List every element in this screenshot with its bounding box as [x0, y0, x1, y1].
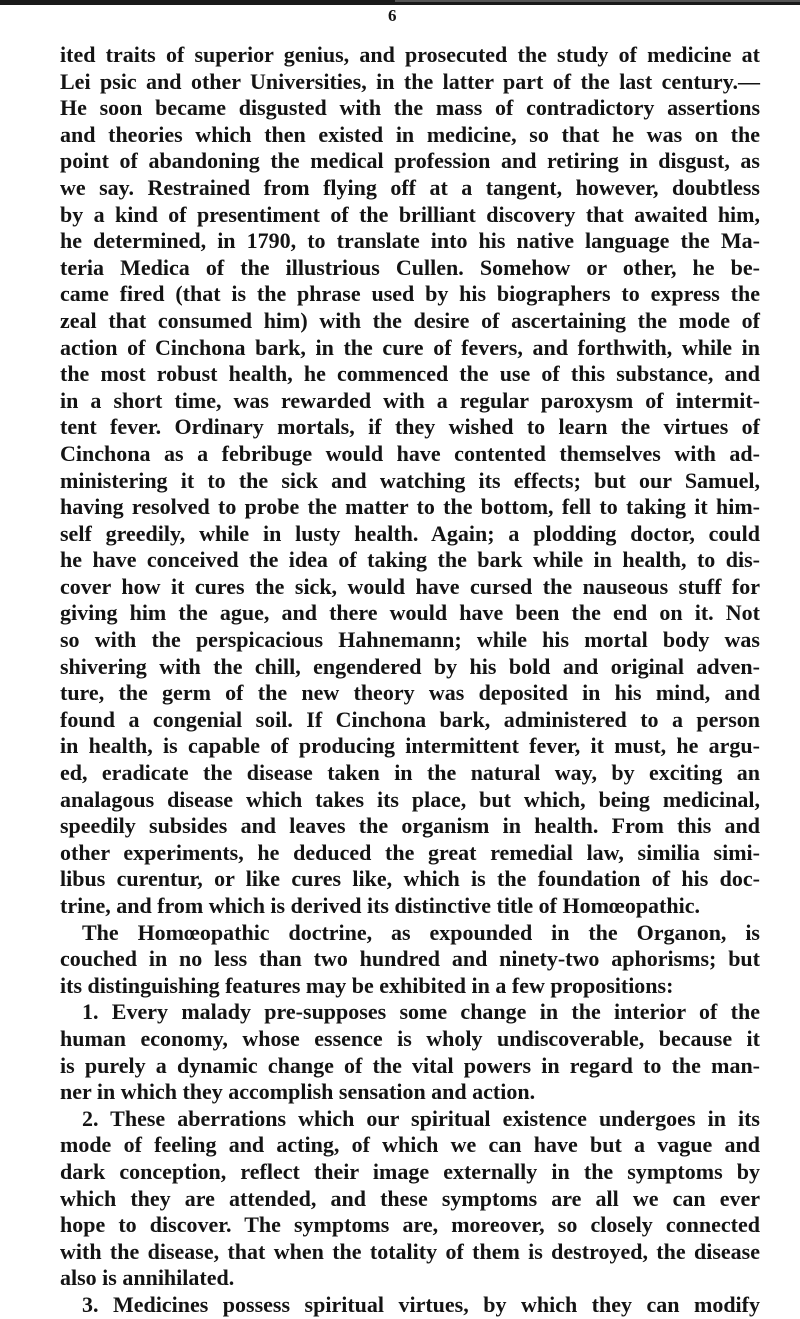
text-line: he have conceived the idea of taking the bark while in health, to dis-: [60, 547, 760, 573]
text-line: which they are attended, and these symptoms are all we can ever: [60, 1185, 760, 1211]
top-rule-thin: [395, 0, 800, 2]
text-line: point of abandoning the medical profession and retiring in disgust, as: [60, 148, 760, 174]
text-line: and theories which then existed in medicine, so that he was on the: [60, 121, 760, 147]
text-line: ministering it to the sick and watching its effects; but our Samuel,: [60, 467, 760, 493]
text-line: other experiments, he deduced the great remedial law, similia simi-: [60, 839, 760, 865]
text-line: libus curentur, or like cures like, which is the foundation of his doc-: [60, 866, 760, 892]
text-line: 1. Every malady pre-supposes some change in the interior of the: [82, 999, 760, 1025]
text-line: ed, eradicate the disease taken in the natural way, by exciting an: [60, 760, 760, 786]
text-line: Lei psic and other Universities, in the latter part of the last century.—: [60, 68, 760, 94]
text-line: couched in no less than two hundred and ninety-two aphorisms; but: [60, 946, 760, 972]
text-line: shivering with the chill, engendered by his bold and original adven-: [60, 653, 760, 679]
text-line: teria Medica of the illustrious Cullen. Somehow or other, he be-: [60, 254, 760, 280]
text-line: giving him the ague, and there would have been the end on it. Not: [60, 600, 760, 626]
text-line: zeal that consumed him) with the desire of ascertaining the mode of: [60, 307, 760, 333]
text-line: trine, and from which is derived its distinctive title of Homœopathic.: [60, 893, 700, 918]
text-line: ited traits of superior genius, and prosecuted the study of medicine at: [60, 42, 760, 67]
text-line: He soon became disgusted with the mass of contradictory assertions: [60, 95, 760, 121]
text-line: dark conception, reflect their image externally in the symptoms by: [60, 1158, 760, 1184]
text-line: so with the perspicacious Hahnemann; while his mortal body was: [60, 627, 760, 653]
text-line: 3. Medicines possess spiritual virtues, by which they can modify: [82, 1291, 760, 1317]
text-line: in health, is capable of producing intermittent fever, it must, he argu-: [60, 733, 760, 759]
text-line: human economy, whose essence is wholy undiscoverable, because it: [60, 1025, 760, 1051]
text-line: mode of feeling and acting, of which we can have but a vague and: [60, 1132, 760, 1158]
text-line: ner in which they accomplish sensation and action.: [60, 1079, 536, 1105]
text-line: The Homœopathic doctrine, as expounded in the Organon, is: [82, 919, 760, 945]
page-number: 6: [388, 6, 397, 25]
text-line: the most robust health, he commenced the use of this substance, and: [60, 361, 760, 387]
text-line: self greedily, while in lusty health. Again; a plodding doctor, could: [60, 520, 760, 546]
text-line: is purely a dynamic change of the vital powers in regard to the man-: [60, 1052, 760, 1078]
text-line: 2. These aberrations which our spiritual existence undergoes in its: [82, 1105, 760, 1131]
body-text: [60, 42, 760, 1319]
text-line: speedily subsides and leaves the organism in health. From this and: [60, 813, 760, 839]
text-line: tent fever. Ordinary mortals, if they wished to learn the virtues of: [60, 414, 760, 440]
text-line: hope to discover. The symptoms are, moreover, so closely connected: [60, 1212, 760, 1238]
text-line: came fired (that is the phrase used by his biographers to express the: [60, 281, 760, 307]
text-line: Cinchona as a febribuge would have contented themselves with ad-: [60, 440, 760, 466]
text-line: in a short time, was rewarded with a regular paroxysm of intermit-: [60, 387, 760, 413]
text-line: cover how it cures the sick, would have cursed the nauseous stuff for: [60, 573, 760, 599]
text-line: with the disease, that when the totality of them is destroyed, the disease: [60, 1238, 760, 1264]
text-line: also is annihilated.: [60, 1265, 235, 1291]
text-line: having resolved to probe the matter to the bottom, fell to taking it him-: [60, 494, 760, 520]
text-line: analagous disease which takes its place, but which, being medicinal,: [60, 786, 760, 812]
text-line: action of Cinchona bark, in the cure of fevers, and forthwith, while in: [60, 334, 760, 360]
text-line: ture, the germ of the new theory was deposited in his mind, and: [60, 680, 760, 706]
text-line: he determined, in 1790, to translate into his native language the Ma-: [60, 228, 760, 254]
text-line: its distinguishing features may be exhibited in a few propositions:: [60, 972, 674, 998]
text-line: found a congenial soil. If Cinchona bark, administered to a person: [60, 706, 760, 732]
text-line: by a kind of presentiment of the brilliant discovery that awaited him,: [60, 201, 760, 227]
text-line: we say. Restrained from flying off at a tangent, however, doubtless: [60, 174, 760, 200]
